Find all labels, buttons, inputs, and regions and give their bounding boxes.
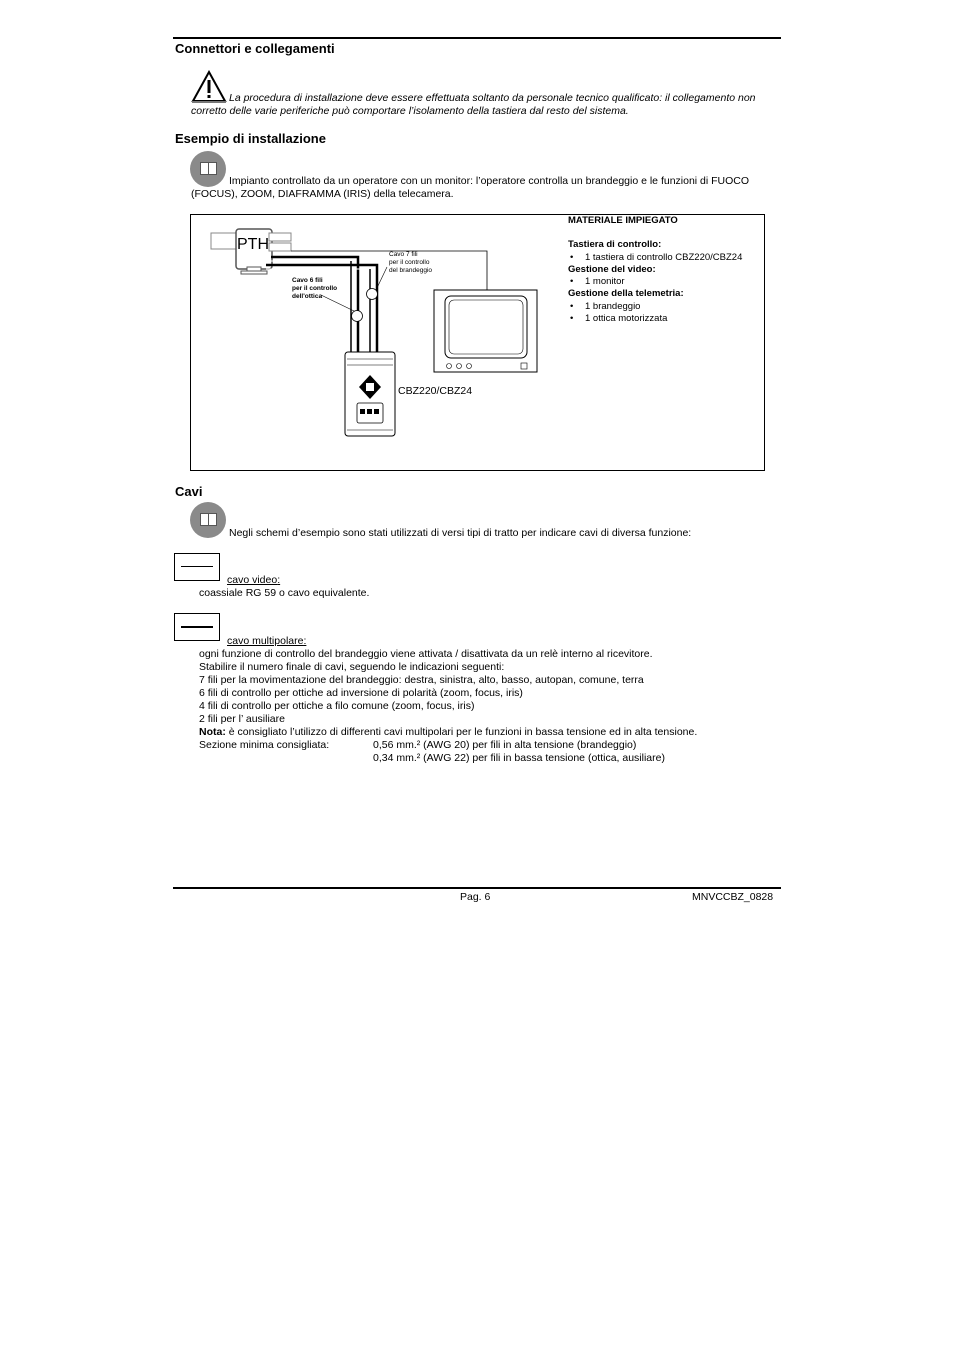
cable6-line: dell'ottica: [292, 293, 323, 300]
cable7-label: [389, 251, 432, 275]
materials-heading: Tastiera di controllo:: [568, 239, 662, 251]
multi-cable-desc: [199, 648, 779, 765]
cable6-line: per il controllo: [292, 285, 338, 292]
materials-title: MATERIALE IMPIEGATO: [568, 215, 678, 226]
video-label-text: cavo video: [227, 574, 278, 586]
materials-item-text: 1 monitor: [585, 276, 625, 288]
section-value: 0,56 mm.² (AWG 20) per fili in alta tensione (brandeggio): [373, 739, 637, 751]
materials-item: • 1 monitor: [570, 276, 625, 288]
cable6-label: [292, 277, 337, 301]
desc-line: 4 fili di controllo per ottiche a filo comune (zoom, focus, iris): [199, 700, 475, 712]
keyboard-label: CBZ220/CBZ24: [398, 385, 473, 397]
materials-item-text: 1 brandeggio: [585, 300, 641, 312]
desc-line: 6 fili di controllo per ottiche ad inversione di polarità (zoom, focus, iris): [199, 687, 523, 699]
video-cable-label: cavo video:: [227, 574, 281, 586]
materials-item: • 1 ottica motorizzata: [570, 313, 668, 325]
materials-item-text: 1 ottica motorizzata: [585, 313, 668, 325]
thick-line: [181, 626, 213, 628]
section-value: 0,34 mm.² (AWG 22) per fili in bassa tensione (ottica, ausiliare): [373, 752, 665, 764]
desc-line: 2 fili per l’ ausiliare: [199, 713, 285, 725]
example-intro: Impianto controllato da un operatore con un monitor: l’operatore controlla un brandeggio e le funzioni di FUOCO (FOCUS), ZOOM, DIAFRAMMA (IRIS) della telecamera.: [191, 175, 750, 200]
header-rule: [173, 37, 781, 39]
multi-cable-label: cavo multipolare:: [227, 635, 307, 647]
materials-heading: Gestione della telemetria:: [568, 288, 684, 300]
page-title: Connettori e collegamenti: [175, 41, 335, 56]
cables-heading: Cavi: [175, 484, 203, 499]
note-text: è consigliato l’utilizzo di differenti cavi multipolari per le funzioni in bassa tensione ed in alta tensione.: [225, 726, 698, 738]
cables-intro: Negli schemi d’esempio sono stati utilizzati di versi tipi di tratto per indicare cavi di diversa funzione:: [229, 527, 692, 539]
desc-line: Stabilire il numero finale di cavi, seguendo le indicazioni seguenti:: [199, 661, 505, 673]
materials-list: [568, 215, 763, 325]
page-number: Pag. 6: [460, 891, 491, 903]
keyboard-drawing: [345, 352, 395, 436]
document-code: MNVCCBZ_0828: [692, 891, 774, 903]
video-cable-desc: coassiale RG 59 o cavo equivalente.: [199, 587, 370, 599]
desc-line: ogni funzione di controllo del brandeggio viene attivata / disattivata da un relè interno al ricevitore.: [199, 648, 653, 660]
cable7-line: per il controllo: [389, 259, 430, 266]
cable7-line: Cavo 7 fili: [389, 251, 418, 258]
section-label: Sezione minima consigliata:: [199, 739, 330, 751]
note-label: Nota:: [199, 726, 226, 738]
installation-diagram: [190, 214, 765, 471]
note-line: [199, 726, 779, 739]
section-line: [199, 739, 779, 752]
desc-line: 7 fili per la movimentazione del brandeggio: destra, sinistra, alto, basso, autopan, comune, terra: [199, 674, 644, 686]
footer-rule: [173, 887, 781, 889]
cable6-line: Cavo 6 fili: [292, 277, 323, 284]
example-heading: Esempio di installazione: [175, 131, 326, 146]
cable7-line: del brandeggio: [389, 267, 433, 274]
section-line: [199, 752, 779, 765]
pth-label: PTH: [237, 236, 269, 253]
book-icon: [190, 502, 226, 538]
materials-heading: Gestione del video:: [568, 263, 656, 275]
multi-label-text: cavo multipolare: [227, 635, 304, 647]
thin-line: [181, 566, 213, 567]
materials-item: • 1 brandeggio: [570, 300, 641, 312]
warning-text: La procedura di installazione deve essere effettuata soltanto da personale tecnico qualificato: il collegamento non corretto delle varie periferiche può comportare l’isolamento della tastiera dal resto del sistema.: [191, 92, 756, 117]
multi-cable-legend: [174, 613, 220, 641]
materials-item: • 1 tastiera di controllo CBZ220/CBZ24: [570, 251, 743, 263]
monitor-drawing: [434, 290, 537, 372]
materials-item-text: 1 tastiera di controllo CBZ220/CBZ24: [585, 251, 743, 263]
video-cable-legend: [174, 553, 220, 581]
